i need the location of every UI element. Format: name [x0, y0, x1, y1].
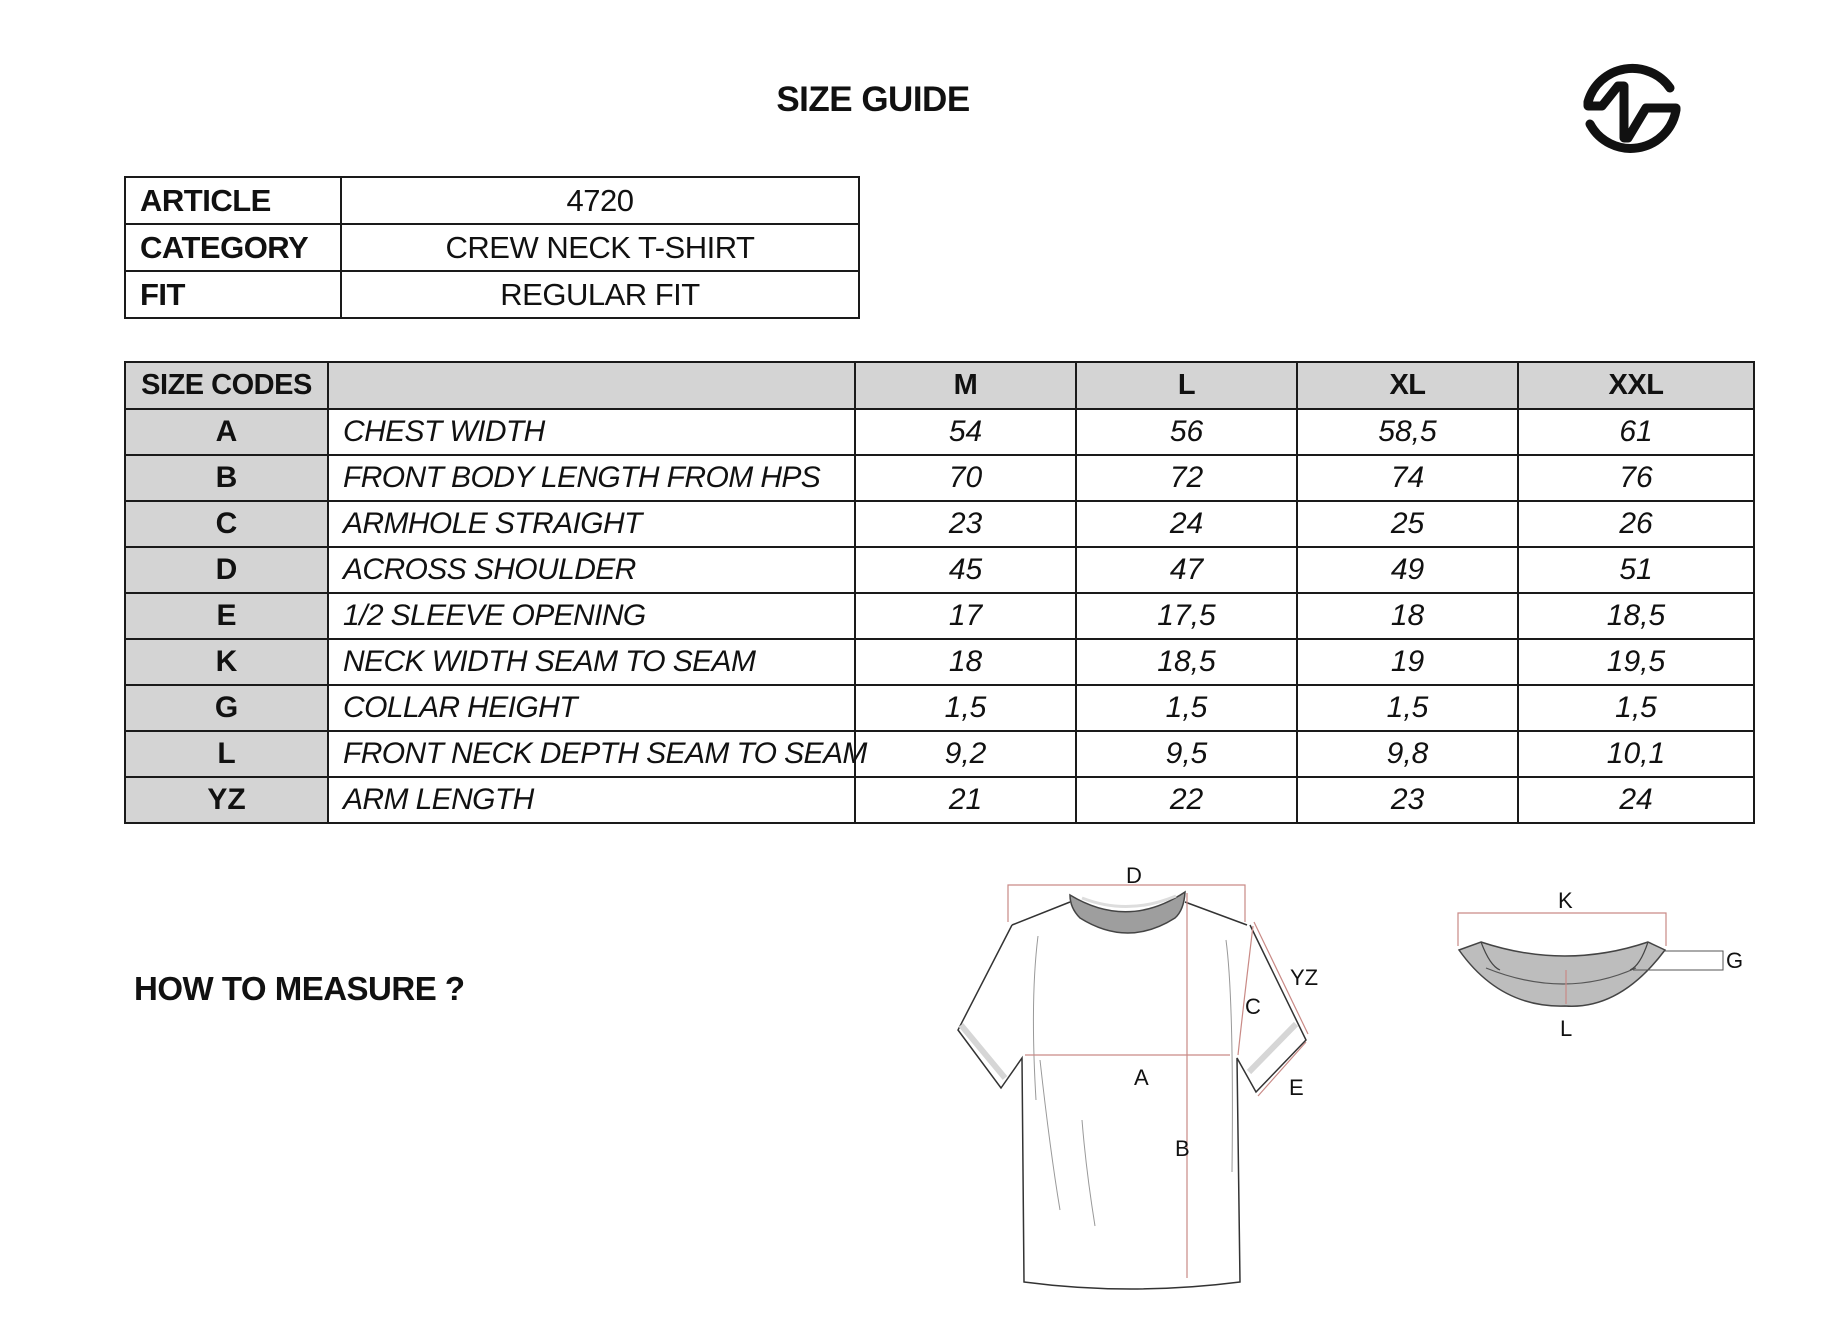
measurement-value-cell: 1,5: [1518, 685, 1754, 731]
measurement-value-cell: 25: [1297, 501, 1518, 547]
measurement-value-cell: 17,5: [1076, 593, 1297, 639]
page-title: SIZE GUIDE: [776, 80, 970, 119]
measurement-description-cell: COLLAR HEIGHT: [328, 685, 855, 731]
measurement-description-cell: CHEST WIDTH: [328, 409, 855, 455]
article-info-value: CREW NECK T-SHIRT: [341, 224, 859, 271]
measurement-value-cell: 70: [855, 455, 1076, 501]
measurement-value-cell: 1,5: [855, 685, 1076, 731]
measurement-value-cell: 24: [1518, 777, 1754, 823]
size-codes-header: SIZE CODES: [125, 362, 328, 409]
measurement-value-cell: 72: [1076, 455, 1297, 501]
measurement-value-cell: 51: [1518, 547, 1754, 593]
tshirt-drawing: [958, 863, 1318, 1289]
size-header-xxl: XXL: [1518, 362, 1754, 409]
label-d: D: [1126, 863, 1142, 888]
measurement-value-cell: 10,1: [1518, 731, 1754, 777]
article-info-value: REGULAR FIT: [341, 271, 859, 318]
size-code-cell: D: [125, 547, 328, 593]
size-header-xl: XL: [1297, 362, 1518, 409]
measurement-value-cell: 61: [1518, 409, 1754, 455]
measurement-value-cell: 47: [1076, 547, 1297, 593]
measurement-value-cell: 49: [1297, 547, 1518, 593]
measurement-value-cell: 76: [1518, 455, 1754, 501]
article-info-label: CATEGORY: [125, 224, 341, 271]
measurement-value-cell: 18: [1297, 593, 1518, 639]
measurement-description-cell: 1/2 SLEEVE OPENING: [328, 593, 855, 639]
article-info-label: ARTICLE: [125, 177, 341, 224]
measurement-value-cell: 74: [1297, 455, 1518, 501]
label-a: A: [1134, 1065, 1149, 1090]
size-code-cell: C: [125, 501, 328, 547]
size-code-cell: G: [125, 685, 328, 731]
measurement-value-cell: 19: [1297, 639, 1518, 685]
measurement-value-cell: 19,5: [1518, 639, 1754, 685]
measurement-description-cell: NECK WIDTH SEAM TO SEAM: [328, 639, 855, 685]
label-c: C: [1245, 994, 1261, 1019]
measurement-description-cell: FRONT BODY LENGTH FROM HPS: [328, 455, 855, 501]
collar-drawing: [1458, 888, 1743, 1041]
how-to-measure-heading: HOW TO MEASURE ?: [134, 970, 465, 1007]
article-info-value: 4720: [341, 177, 859, 224]
measurement-value-cell: 58,5: [1297, 409, 1518, 455]
size-code-cell: K: [125, 639, 328, 685]
measurement-description-cell: ARM LENGTH: [328, 777, 855, 823]
measurement-value-cell: 23: [855, 501, 1076, 547]
measurement-value-cell: 22: [1076, 777, 1297, 823]
size-code-cell: E: [125, 593, 328, 639]
measurement-value-cell: 23: [1297, 777, 1518, 823]
article-info-label: FIT: [125, 271, 341, 318]
measurement-value-cell: 9,2: [855, 731, 1076, 777]
measurement-value-cell: 18: [855, 639, 1076, 685]
measurement-value-cell: 18,5: [1518, 593, 1754, 639]
measurement-value-cell: 24: [1076, 501, 1297, 547]
label-g: G: [1726, 948, 1744, 973]
label-b: B: [1175, 1136, 1190, 1161]
label-e: E: [1289, 1075, 1304, 1100]
label-k: K: [1558, 888, 1573, 913]
measurement-value-cell: 45: [855, 547, 1076, 593]
label-yz: YZ: [1290, 965, 1319, 990]
measurement-value-cell: 1,5: [1297, 685, 1518, 731]
measurement-value-cell: 18,5: [1076, 639, 1297, 685]
measurement-value-cell: 17: [855, 593, 1076, 639]
measurement-description-cell: FRONT NECK DEPTH SEAM TO SEAM: [328, 731, 855, 777]
measurement-value-cell: 26: [1518, 501, 1754, 547]
measurement-description-cell: ACROSS SHOULDER: [328, 547, 855, 593]
size-header-l: L: [1076, 362, 1297, 409]
measurement-value-cell: 1,5: [1076, 685, 1297, 731]
size-code-cell: L: [125, 731, 328, 777]
label-l: L: [1560, 1016, 1573, 1041]
measurement-value-cell: 9,5: [1076, 731, 1297, 777]
size-code-cell: B: [125, 455, 328, 501]
measurement-value-cell: 21: [855, 777, 1076, 823]
measurement-value-cell: 56: [1076, 409, 1297, 455]
measurement-value-cell: 54: [855, 409, 1076, 455]
measurement-value-cell: 9,8: [1297, 731, 1518, 777]
measurement-description-cell: ARMHOLE STRAIGHT: [328, 501, 855, 547]
size-code-cell: YZ: [125, 777, 328, 823]
size-header-m: M: [855, 362, 1076, 409]
size-code-cell: A: [125, 409, 328, 455]
